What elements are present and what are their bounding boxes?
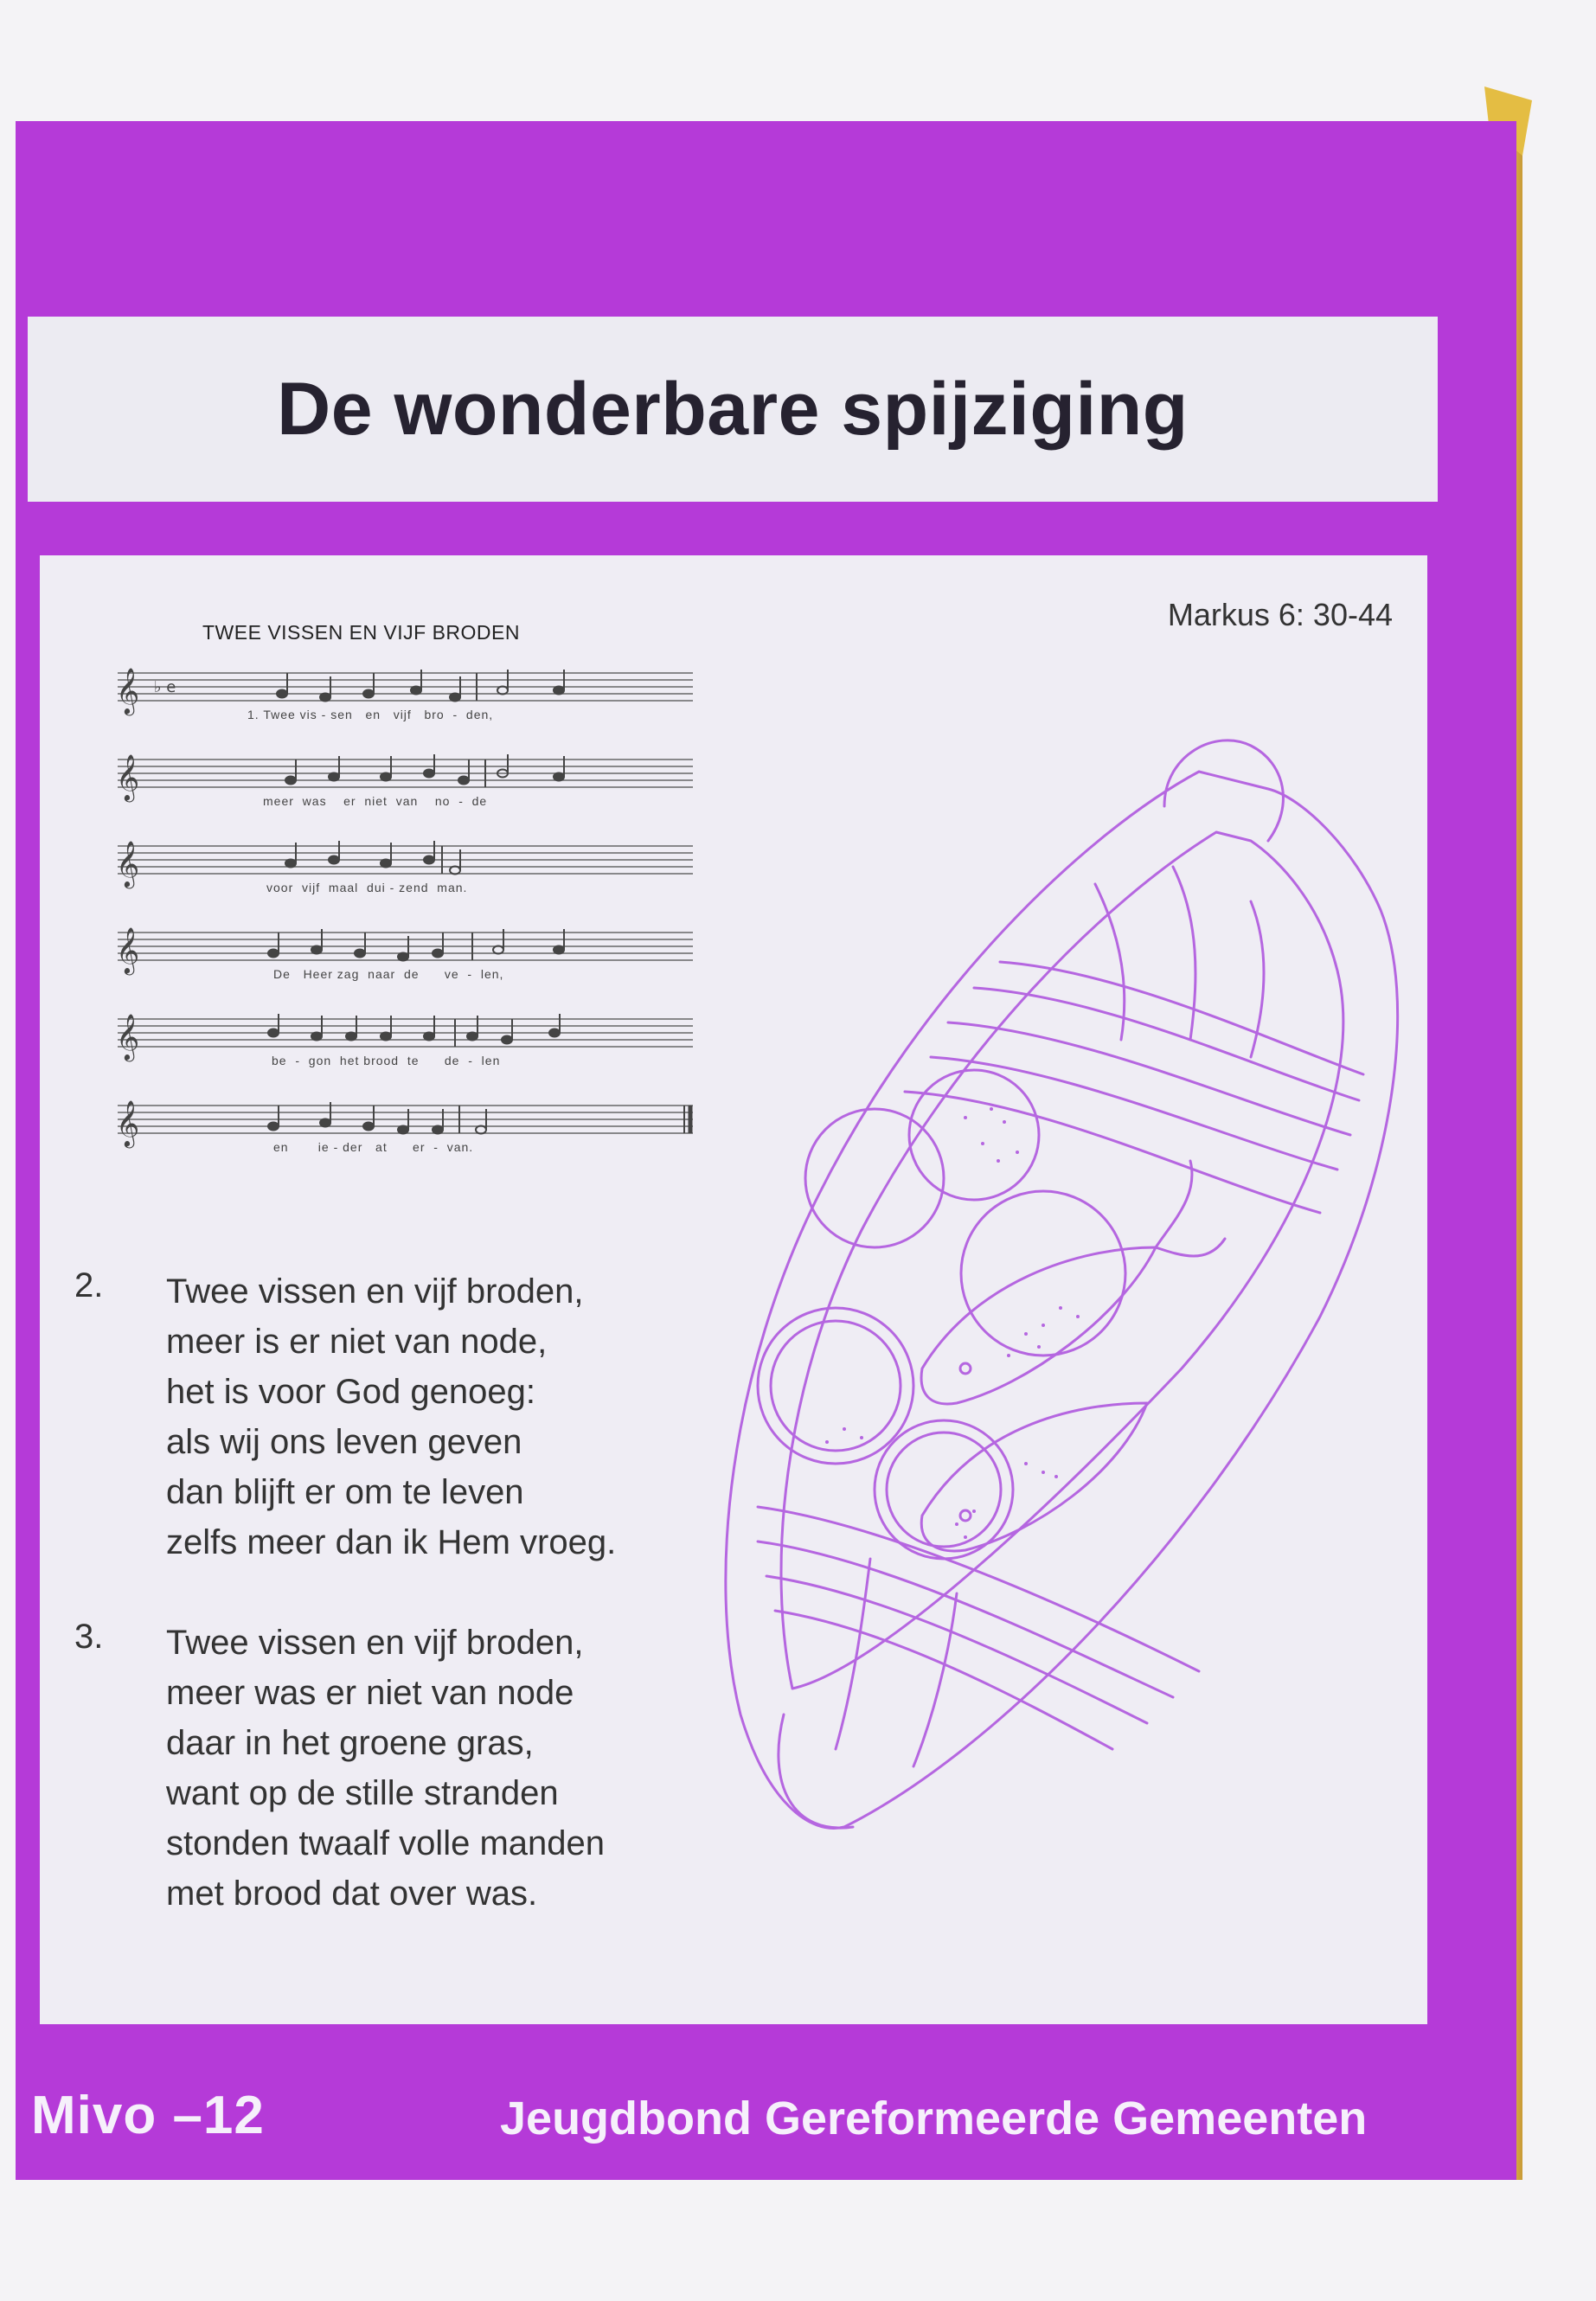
verse-line: meer is er niet van node, bbox=[166, 1323, 548, 1361]
svg-text:𝄞: 𝄞 bbox=[116, 840, 140, 887]
score-lyric: en ie - der at er - van. bbox=[273, 1140, 474, 1154]
verse-line: als wij ons leven geven bbox=[166, 1423, 522, 1461]
basket-illustration bbox=[715, 711, 1407, 1965]
svg-text:𝄞: 𝄞 bbox=[116, 1099, 140, 1146]
page-title: De wonderbare spijziging bbox=[277, 367, 1189, 451]
staff-row bbox=[74, 666, 697, 744]
staff-row bbox=[74, 1099, 697, 1176]
verse-line: daar in het groene gras, bbox=[166, 1724, 534, 1762]
score-lyric: voor vijf maal dui - zend man. bbox=[266, 881, 468, 894]
staff-row bbox=[74, 839, 697, 917]
svg-text:𝄞: 𝄞 bbox=[116, 753, 140, 800]
svg-text:𝄞: 𝄞 bbox=[116, 1013, 140, 1060]
verse bbox=[74, 1266, 732, 1567]
verse-number: 2. bbox=[74, 1266, 104, 1304]
verse-line: zelfs meer dan ik Hem vroeg. bbox=[166, 1523, 617, 1561]
verse-number: 3. bbox=[74, 1618, 104, 1656]
staff-row bbox=[74, 926, 697, 1003]
verse bbox=[74, 1618, 732, 1919]
score-lyric: De Heer zag naar de ve - len, bbox=[273, 967, 504, 981]
song-title: TWEE VISSEN EN VIJF BRODEN bbox=[202, 621, 520, 644]
staff-row bbox=[74, 753, 697, 830]
verse-line: met brood dat over was. bbox=[166, 1875, 538, 1913]
score-lyric: meer was er niet van no - de bbox=[263, 794, 488, 808]
series-label: Mivo –12 bbox=[31, 2086, 265, 2145]
svg-text:𝄞: 𝄞 bbox=[116, 667, 140, 714]
staff-row bbox=[74, 1012, 697, 1090]
svg-text:♭ e: ♭ e bbox=[154, 678, 176, 696]
content-panel bbox=[40, 555, 1427, 2024]
score-lyric: 1. Twee vis - sen en vijf bro - den, bbox=[247, 708, 494, 721]
verse-line: stonden twaalf volle manden bbox=[166, 1824, 605, 1862]
verse-line: Twee vissen en vijf broden, bbox=[166, 1624, 584, 1662]
publisher-label: Jeugdbond Gereformeerde Gemeenten bbox=[500, 2093, 1368, 2144]
verse-line: Twee vissen en vijf broden, bbox=[166, 1272, 584, 1311]
title-band bbox=[28, 317, 1438, 502]
score-lyric: be - gon het brood te de - len bbox=[272, 1054, 501, 1067]
verse-line: want op de stille stranden bbox=[166, 1774, 559, 1812]
bible-reference: Markus 6: 30-44 bbox=[1167, 597, 1393, 632]
verse-line: meer was er niet van node bbox=[166, 1674, 574, 1712]
svg-text:𝄞: 𝄞 bbox=[116, 926, 140, 973]
verse-line: het is voor God genoeg: bbox=[166, 1373, 535, 1411]
verse-line: dan blijft er om te leven bbox=[166, 1473, 524, 1511]
